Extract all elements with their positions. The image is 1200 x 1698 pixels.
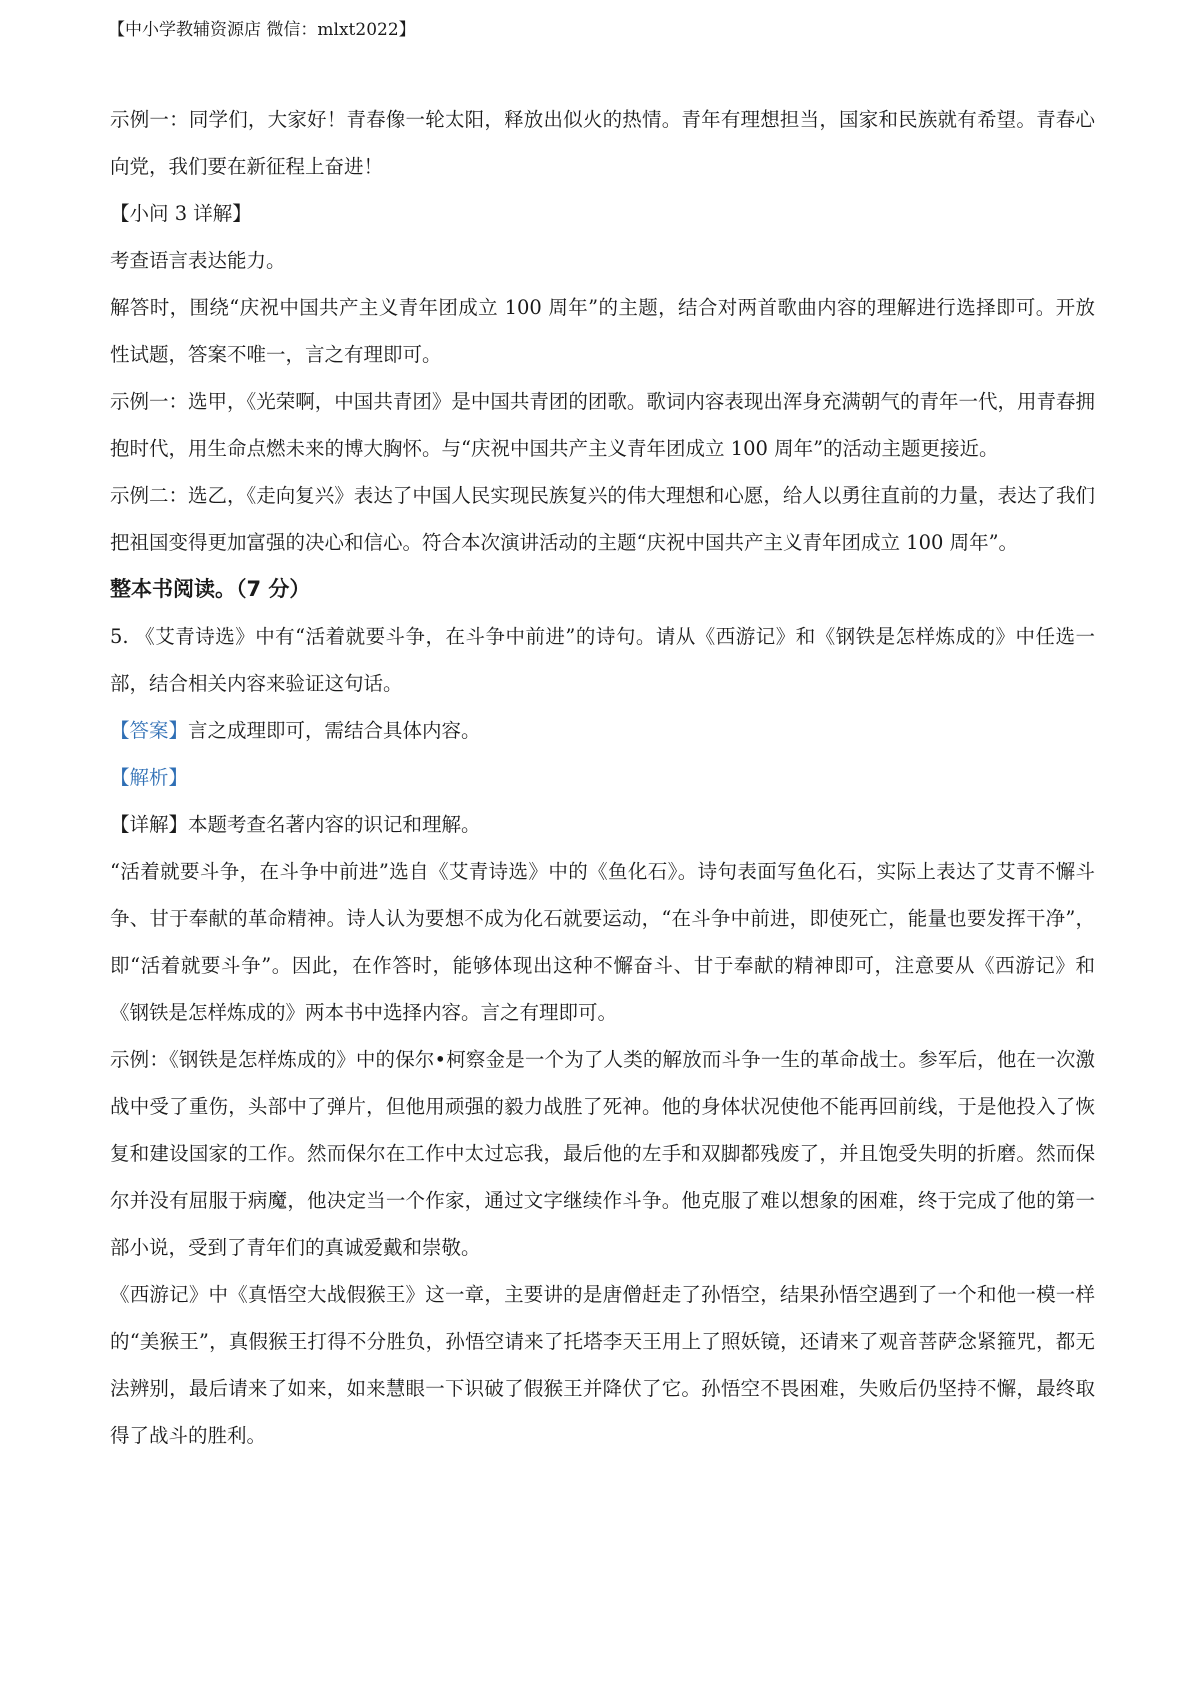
header-note: 【中小学教辅资源店 微信：mlxt2022】 [108, 20, 416, 40]
paragraph-journey-west-example: 《西游记》中《真悟空大战假猴王》这一章，主要讲的是唐僧赶走了孙悟空，结果孙悟空遇到了一个和他一模一样的“美猴王”，真假猴王打得不分胜负，孙悟空请来了托塔李天王用上了照妖镜，还请来了观音菩萨念紧箍咒，都无法辨别，最后请来了如来，如来慧眼一下识破了假猴王并降伏了它。孙悟空不畏困难，失败后仍坚持不懈，最终取得了战斗的胜利。 [110, 1283, 1095, 1447]
answer-line [110, 707, 1095, 754]
paragraph-skill: 考查语言表达能力。 [110, 249, 286, 272]
subquestion-3-heading: 【小问 3 详解】 [110, 202, 252, 225]
question-5: 5. 《艾青诗选》中有“活着就要斗争，在斗争中前进”的诗句。请从《西游记》和《钢铁是怎样炼成的》中任选一部，结合相关内容来验证这句话。 [110, 625, 1095, 695]
paragraph-example-one: 示例一：同学们，大家好！青春像一轮太阳，释放出似火的热情。青年有理想担当，国家和民族就有希望。青春心向党，我们要在新征程上奋进！ [110, 108, 1095, 178]
answer-tag: 【答案】 [110, 719, 189, 742]
analysis-tag: 【解析】 [110, 766, 189, 789]
document-body [110, 96, 1095, 1459]
answer-text: 言之成理即可，需结合具体内容。 [188, 719, 481, 742]
paragraph-poem-analysis: “活着就要斗争，在斗争中前进”选自《艾青诗选》中的《鱼化石》。诗句表面写鱼化石，实际上表达了艾青不懈斗争、甘于奉献的革命精神。诗人认为要想不成为化石就要运动，“在斗争中前进，即使死亡，能量也要发挥干净”，即“活着就要斗争”。因此，在作答时，能够体现出这种不懈奋斗、甘于奉献的精神即可，注意要从《西游记》和《钢铁是怎样炼成的》两本书中选择内容。言之有理即可。 [110, 860, 1095, 1024]
detail-text: 本题考查名著内容的识记和理解。 [188, 813, 481, 836]
paragraph-answer-guide: 解答时，围绕“庆祝中国共产主义青年团成立 100 周年”的主题，结合对两首歌曲内容的理解进行选择即可。开放性试题，答案不唯一，言之有理即可。 [110, 296, 1095, 366]
section-title: 整本书阅读。（7 分） [110, 577, 311, 601]
paragraph-steel-example: 示例：《钢铁是怎样炼成的》中的保尔•柯察金是一个为了人类的解放而斗争一生的革命战士。参军后，他在一次激战中受了重伤，头部中了弹片，但他用顽强的毅力战胜了死神。他的身体状况使他不能再回前线，于是他投入了恢复和建设国家的工作。然而保尔在工作中太过忘我，最后他的左手和双脚都残废了，并且饱受失明的折磨。然而保尔并没有屈服于病魔，他决定当一个作家，通过文字继续作斗争。他克服了难以想象的困难，终于完成了他的第一部小说，受到了青年们的真诚爱戴和崇敬。 [110, 1048, 1095, 1259]
analysis-line [110, 754, 1095, 801]
paragraph-example-a: 示例一：选甲，《光荣啊，中国共青团》是中国共青团的团歌。歌词内容表现出浑身充满朝气的青年一代，用青春拥抱时代，用生命点燃未来的博大胸怀。与“庆祝中国共产主义青年团成立 100 周年”的活动主题更接近。 [110, 390, 1095, 460]
paragraph-example-b: 示例二：选乙，《走向复兴》表达了中国人民实现民族复兴的伟大理想和心愿，给人以勇往直前的力量，表达了我们把祖国变得更加富强的决心和信心。符合本次演讲活动的主题“庆祝中国共产主义青年团成立 100 周年”。 [110, 484, 1095, 554]
detail-line [110, 801, 1095, 848]
detail-tag: 【详解】 [110, 813, 189, 836]
